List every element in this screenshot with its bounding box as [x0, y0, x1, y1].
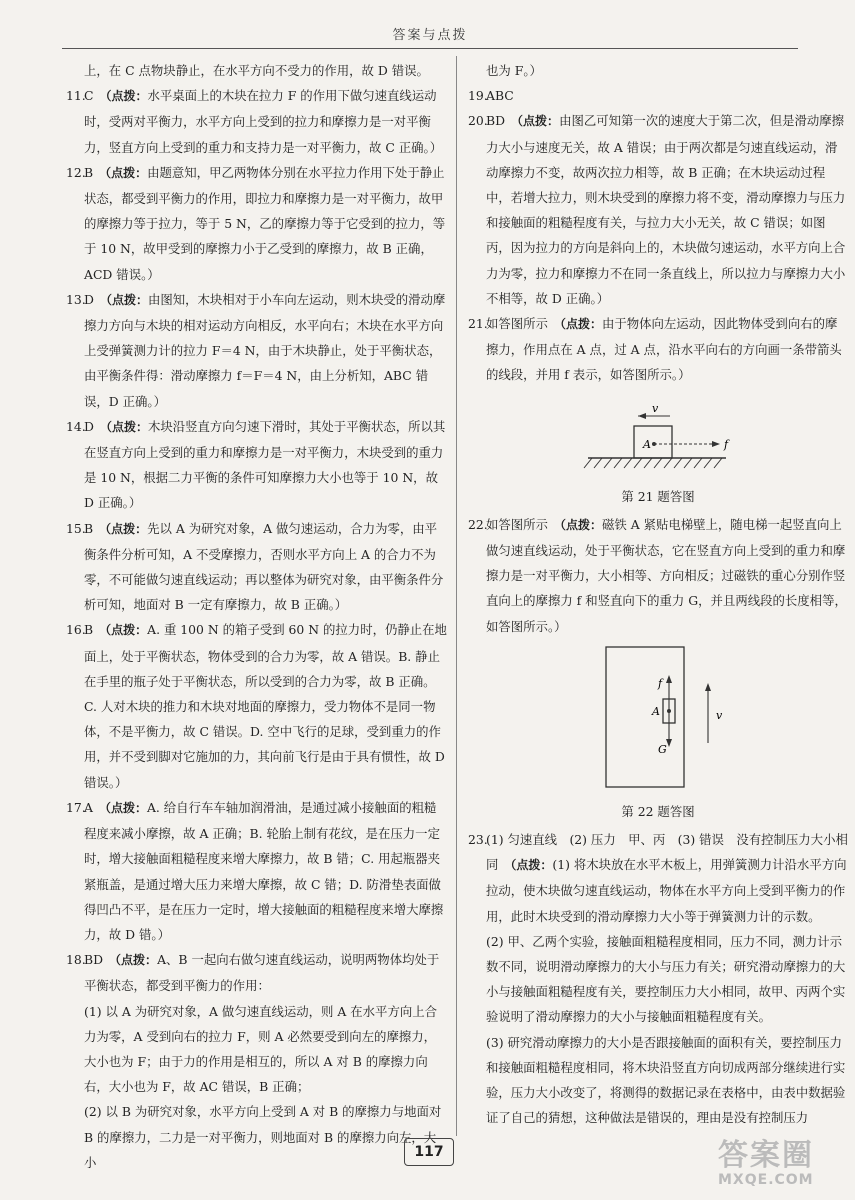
- answer-key: 如答图所示: [486, 316, 548, 332]
- hint-text: 先以 A 为研究对象，A 做匀速运动，合力为零，由平衡条件分析可知，A 不受摩擦力，否则水平方向上 A 的合力不为零，不可能做匀速直线运动；再以整体为研究对象，由平衡条件分析可知，地面对 B 一定有摩擦力，故 B 正确。）: [84, 520, 444, 613]
- hint-text: 磁铁 A 紧贴电梯壁上，随电梯一起竖直向上做匀速直线运动，处于平衡状态，它在竖直方向上受到的重力和摩擦力是一对平衡力，大小相等、方向相反；过磁铁的重心分别作竖直向上的摩擦力 f 和竖直向下的重力 G，并且两线段的长度相等，如答图所示。）: [486, 516, 847, 634]
- friction-label: f: [724, 437, 729, 451]
- velocity-label: v: [716, 708, 723, 722]
- right-column: [468, 58, 848, 1131]
- answer-key: BD: [486, 113, 506, 129]
- friction-arrowhead: [712, 441, 720, 447]
- question-number: 11.: [66, 88, 86, 104]
- hint-label: （点拨：: [99, 165, 148, 180]
- answer-21: [468, 311, 848, 388]
- hint-text: 由图乙可知第一次的速度大于第二次，但是滑动摩擦力大小与速度无关，故 A 错误；由于两次都是匀速直线运动，滑动摩擦力不变，故两次拉力相等，故 B 正确；在木块运动过程中，若增大拉力，则木块受到的摩擦力将不变，滑动摩擦力与压力和接触面的粗糙程度有关，与拉力大小无关，故 C 错误；如图丙，因为拉力的方向是斜向上的，木块做匀速运动，水平方向上合力为零，拉力和摩擦力不在同一条直线上，所以拉力与摩擦力大小不相等，故 D 正确。）: [486, 113, 846, 306]
- answer-key: D: [84, 418, 94, 434]
- hint-text: A. 重 100 N 的箱子受到 60 N 的拉力时，仍静止在地面上，处于平衡状态，物体受到的合力为零，故 A 错误。B. 静止在手里的瓶子处于平衡状态，所以受到的合力为零，故 B 正确。C. 人对木块的推力和木块对地面的摩擦力，受力物体不是同一物体，不是平衡力，故 C 错误。D. 空中飞行的足球，受到重力的作用，并不受到脚对它施加的力，其向前飞行是由于具有惯性，故 D 错误。）: [84, 622, 447, 790]
- answer-23: [468, 827, 848, 1130]
- hint-paragraph-3: (3) 研究滑动摩擦力的大小是否跟接触面的面积有关，要控制压力和接触面粗糙程度相同，将木块沿竖直方向切成两部分继续进行实验，压力大小改变了，将测得的数据记录在表格中，由表中数据验证了自己的猜想，这种做法是错误的，理由是没有控制压力: [486, 1034, 846, 1126]
- hint-paragraph-2: (2) 甲、乙两个实验，接触面粗糙程度相同，压力不同，测力计示数不同，说明滑动摩擦力的大小与压力有关；研究滑动摩擦力的大小与接触面粗糙程度有关，要控制压力大小相同，故甲、丙两个实验说明了滑动摩擦力的大小与接触面粗糙程度有关。: [486, 933, 846, 1025]
- answer-15: [66, 516, 448, 618]
- hint-label: （点拨：: [99, 292, 148, 307]
- figure-22-caption: 第 22 题答图: [621, 804, 695, 820]
- continued-text: 也为 F。）: [486, 63, 542, 78]
- answer-14: [66, 414, 448, 516]
- answer-key: B: [84, 164, 94, 180]
- hint-text: 木块沿竖直方向匀速下滑时，其处于平衡状态，所以其在竖直方向上受到的重力和摩擦力是一对平衡力，木块受到的重力是 10 N，根据二力平衡的条件可知摩擦力大小也等于 10 N，故 D 正确。）: [84, 418, 446, 511]
- hint-paragraph-1: (1) 以 A 为研究对象，A 做匀速直线运动，则 A 在水平方向上合力为零，A 受到向右的拉力 F，则 A 必然要受到向左的摩擦力，大小也为 F；由于力的作用是相互的，所以 A 对 B 的摩擦力向右，大小也为 F，故 AC 错误，B 正确；: [84, 1003, 438, 1095]
- continued-text: 上，在 C 点物块静止，在水平方向不受力的作用，故 D 错误。: [84, 63, 429, 78]
- velocity-arrowhead: [638, 413, 646, 419]
- answer-18: [66, 947, 448, 1175]
- friction-force-arrowhead: [666, 675, 672, 683]
- question-number: 12.: [66, 164, 86, 180]
- velocity-arrowhead: [705, 683, 711, 691]
- hint-label: （点拨：: [511, 114, 560, 129]
- question-number: 21.: [468, 316, 488, 332]
- friction-force-label: f: [658, 676, 663, 690]
- answer-key: ABC: [486, 88, 514, 104]
- hint-label: （点拨：: [553, 317, 602, 332]
- answer-17: [66, 795, 448, 947]
- page-header: [62, 20, 798, 49]
- figure-22-diagram: [468, 643, 848, 793]
- question-number: 23.: [468, 832, 488, 848]
- question-number: 16.: [66, 622, 86, 638]
- hint-text: A、B 一起向右做匀速直线运动，说明两物体均处于平衡状态，都受到平衡力的作用：: [84, 952, 440, 994]
- watermark-line-2: MXQE.COM: [718, 1172, 814, 1188]
- answer-key: A: [84, 799, 93, 815]
- question-number: 19.: [468, 88, 488, 104]
- question-number: 22.: [468, 516, 488, 532]
- answer-key: D: [84, 291, 94, 307]
- answer-11: [66, 83, 448, 160]
- answer-12: [66, 160, 448, 287]
- answer-20: [468, 108, 848, 311]
- hint-label: （点拨：: [109, 953, 158, 968]
- question-number: 18.: [66, 952, 86, 968]
- answer-22: [468, 512, 848, 639]
- magnet-a-label: A: [652, 704, 660, 718]
- question-number: 20.: [468, 113, 488, 129]
- elevator-wall: [606, 647, 684, 787]
- hint-paragraph-2: (2) 以 B 为研究对象，水平方向上受到 A 对 B 的摩擦力与地面对 B 的摩擦力，二力是一对平衡力，则地面对 B 的摩擦力向左，大小: [84, 1104, 442, 1170]
- watermark-logo: [718, 1140, 848, 1192]
- left-column: [66, 58, 448, 1175]
- point-a-label: A: [643, 437, 651, 451]
- question-number: 14.: [66, 418, 86, 434]
- figure-21-caption: 第 21 题答图: [621, 488, 695, 504]
- hint-label: （点拨：: [504, 858, 553, 873]
- hint-label: （点拨：: [99, 521, 148, 536]
- question-number: 13.: [66, 291, 86, 307]
- watermark-line-1: 答案圈: [718, 1138, 814, 1173]
- ground-hatching: [584, 458, 722, 468]
- hint-text: 由题意知，甲乙两物体分别在水平拉力作用下处于静止状态，都受到平衡力的作用，即拉力和摩擦力是一对平衡力，故甲的摩擦力等于拉力，等于 5 N，乙的摩擦力等于它受到的拉力，等于 10 N，故甲受到的摩擦力小于乙受到的摩擦力，故 B 正确，ACD 错误。）: [84, 164, 446, 282]
- hint-label: （点拨：: [553, 517, 602, 532]
- answer-19: [468, 83, 848, 108]
- hint-label: （点拨：: [98, 800, 147, 815]
- hint-text: 水平桌面上的木块在拉力 F 的作用下做匀速直线运动时，受两对平衡力，水平方向上受到的拉力和摩擦力是一对平衡力，竖直方向上受到的重力和支持力是一对平衡力，故 C 正确。）: [84, 88, 443, 155]
- answer-13: [66, 287, 448, 414]
- question-number: 15.: [66, 520, 86, 536]
- gravity-label: G: [658, 742, 667, 756]
- hint-label: （点拨：: [99, 419, 148, 434]
- answer-key: B: [84, 622, 94, 638]
- hint-text: 由图知，木块相对于小车向左运动，则木块受的滑动摩擦力方向与木块的相对运动方向相反，水平向右；木块在水平方向上受弹簧测力计的拉力 F＝4 N，由于木块静止，处于平衡状态，由平衡条件得：滑动摩擦力 f＝F＝4 N，由上分析知，ABC 错误，D 正确。）: [84, 291, 446, 409]
- hint-text: 由于物体向左运动，因此物体受到向右的摩擦力，作用点在 A 点，过 A 点，沿水平向右的方向画一条带箭头的线段，并用 f 表示，如答图所示。）: [486, 316, 842, 383]
- answer-key: BD: [84, 952, 104, 968]
- velocity-label: v: [652, 401, 659, 415]
- answer-key: B: [84, 520, 94, 536]
- question-number: 17.: [66, 799, 86, 815]
- figure-21-diagram: [468, 392, 848, 478]
- hint-label: （点拨：: [99, 89, 148, 104]
- hint-text: (1) 将木块放在水平木板上，用弹簧测力计沿水平方向拉动，使木块做匀速直线运动，物体在水平方向上受到平衡力的作用，此时木块受到的滑动摩擦力大小等于弹簧测力计的示数。: [486, 857, 847, 924]
- header-title: 答案与点拨: [392, 28, 468, 43]
- figure-21: [468, 392, 848, 508]
- page-number: 117: [404, 1138, 454, 1166]
- figure-22: [468, 643, 848, 823]
- answer-key: (1) 匀速直线 (2) 压力 甲、丙 (3) 错误 没有控制压力大小相同: [486, 832, 848, 873]
- gravity-arrowhead: [666, 739, 672, 747]
- hint-label: （点拨：: [99, 623, 148, 638]
- block: [634, 426, 672, 458]
- column-divider: [456, 56, 457, 1136]
- hint-text: A. 给自行车车轴加润滑油，是通过减小接触面的粗糙程度来减小摩擦，故 A 正确；B. 轮胎上制有花纹，是在压力一定时，增大接触面粗糙程度来增大摩擦力，故 B 错；C. 用起瓶器夹紧瓶盖，是通过增大压力来增大摩擦，故 C 错；D. 防滑垫表面做得凹凸不平，是在压力一定时，增大接触面的粗糙程度来增大摩擦力，故 D 错。）: [84, 799, 444, 942]
- answer-16: [66, 617, 448, 794]
- answer-key: C: [84, 88, 94, 104]
- answer-key: 如答图所示: [486, 516, 548, 532]
